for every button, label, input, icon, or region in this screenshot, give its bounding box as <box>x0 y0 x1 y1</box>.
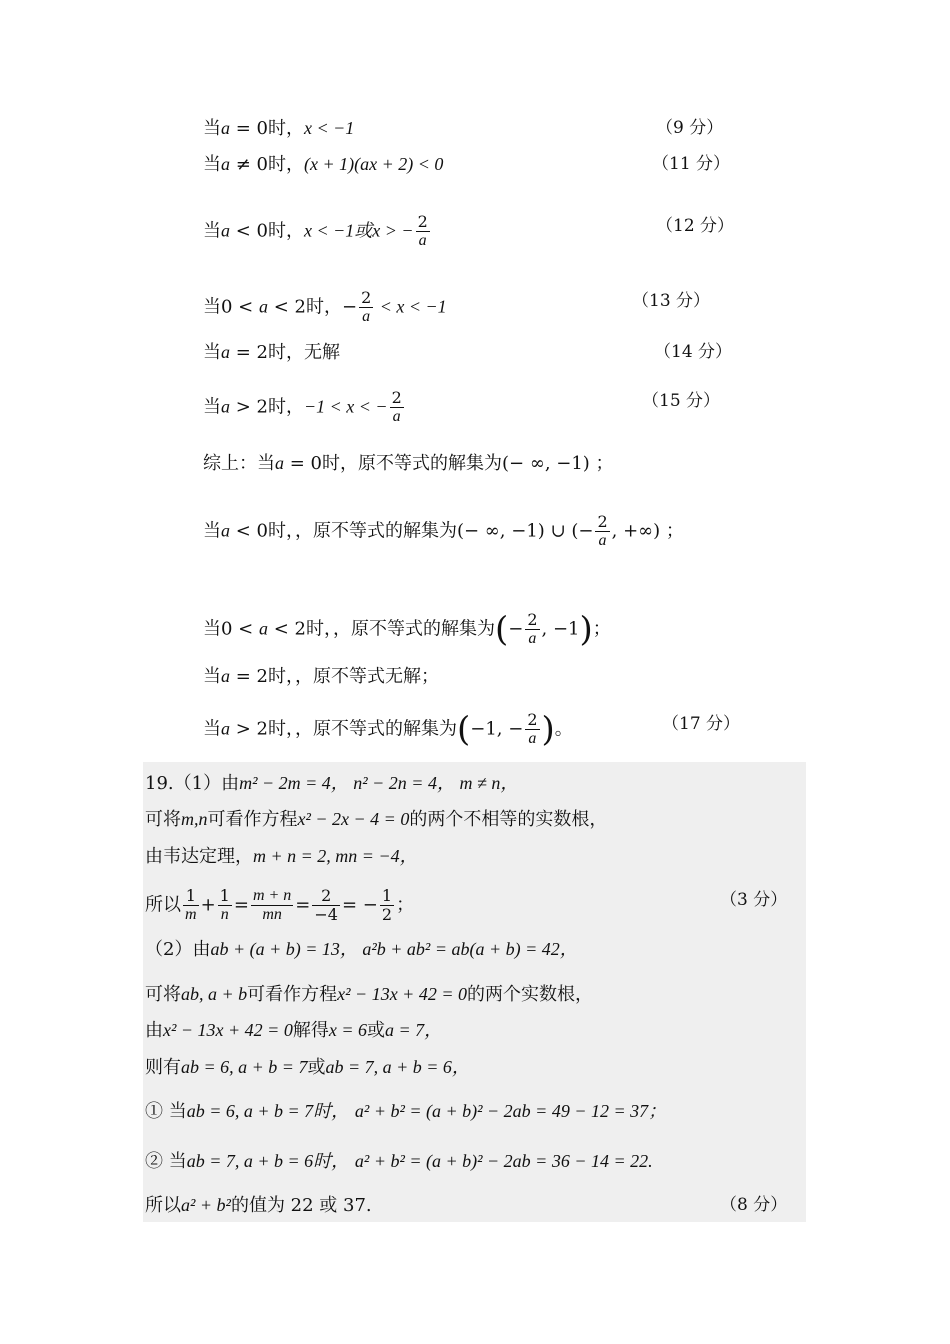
summary-line-2: 当a < 0时，，原不等式的解集为(− ∞, −1) ∪ (− $\frac{2}{a}$ , +∞) ； <box>203 512 684 549</box>
summary-line-5: 当a > 2时，，原不等式的解集为(−1, − $\frac{2}{a}$ )。 <box>203 709 573 750</box>
score-17: （17 分） <box>662 714 741 734</box>
fraction: $\frac{2}{-4}$ <box>314 886 338 924</box>
summary-line-1: 综上：当a = 0时，原不等式的解集为(− ∞, −1) ； <box>203 453 614 474</box>
fraction: $\frac{2}{a}$ <box>527 610 538 647</box>
case-a-two: 当a = 2时，无解 <box>203 342 340 363</box>
fraction: $\frac{m + n}{mn}$ <box>252 887 292 923</box>
fraction: $\frac{1}{m}$ <box>185 886 197 923</box>
score-15: （15 分） <box>642 391 721 411</box>
score-8: （8 分） <box>720 1195 788 1215</box>
fraction: $\frac{2}{a}$ <box>417 212 428 249</box>
fraction: $\frac{1}{n}$ <box>219 886 230 923</box>
q19-part2-line1: （2）由ab + (a + b) = 13， a²b + ab² = ab(a + b) = 42， <box>145 939 578 960</box>
q19-part2-line4: 则有ab = 6, a + b = 7或ab = 7, a + b = 6， <box>145 1057 470 1078</box>
q19-case-1: ① 当ab = 6, a + b = 7时， a² + b² = (a + b)² − 2ab = 49 − 12 = 37； <box>145 1101 667 1122</box>
q19-part1-line4: 所以 $\frac{1}{m}$ + $\frac{1}{n}$ = $\frac{m + n}{mn}$ = $\frac{2}{-4}$ = − $\frac{1}{2}$ ； <box>145 886 415 924</box>
score-9: （9 分） <box>656 118 724 138</box>
q19-part1-line1: 19.（1）由m² − 2m = 4， n² − 2n = 4， m ≠ n， <box>145 773 519 794</box>
q19-part2-line3: 由x² − 13x + 42 = 0解得x = 6或a = 7， <box>145 1020 443 1041</box>
summary-line-3: 当0 < a < 2时，，原不等式的解集为(− $\frac{2}{a}$ , −1)； <box>203 609 611 650</box>
score-11: （11 分） <box>652 154 731 174</box>
fraction: $\frac{2}{a}$ <box>597 512 608 549</box>
score-13: （13 分） <box>632 291 711 311</box>
q19-part1-line3: 由韦达定理，m + n = 2, mn = −4， <box>145 846 418 867</box>
score-14: （14 分） <box>654 342 733 362</box>
score-3: （3 分） <box>720 890 788 910</box>
q19-case-2: ② 当ab = 7, a + b = 6时， a² + b² = (a + b)² − 2ab = 36 − 14 = 22. <box>145 1151 653 1172</box>
fraction: $\frac{1}{2}$ <box>381 886 393 924</box>
q19-conclusion: 所以a² + b²的值为 22 或 37. <box>145 1195 372 1216</box>
q19-part2-line2: 可将ab, a + b可看作方程x² − 13x + 42 = 0的两个实数根， <box>145 984 593 1005</box>
case-a-nonzero: 当a ≠ 0时，(x + 1)(ax + 2) < 0 <box>203 154 444 175</box>
case-a-zero: 当a = 0时，x < −1 <box>203 118 355 139</box>
fraction: $\frac{2}{a}$ <box>527 710 538 747</box>
score-12: （12 分） <box>656 216 735 236</box>
fraction: $\frac{2}{a}$ <box>361 288 372 325</box>
q19-part1-line2: 可将m,n可看作方程x² − 2x − 4 = 0的两个不相等的实数根， <box>145 809 608 830</box>
case-a-negative: 当a < 0时，x < −1或x > − $\frac{2}{a}$ <box>203 212 428 249</box>
summary-line-4: 当a = 2时，，原不等式无解； <box>203 666 439 687</box>
case-a-between-0-2: 当0 < a < 2时，− $\frac{2}{a}$ < x < −1 <box>203 288 447 325</box>
fraction: $\frac{2}{a}$ <box>391 388 402 425</box>
case-a-greater-2: 当a > 2时，−1 < x < − $\frac{2}{a}$ <box>203 388 402 425</box>
